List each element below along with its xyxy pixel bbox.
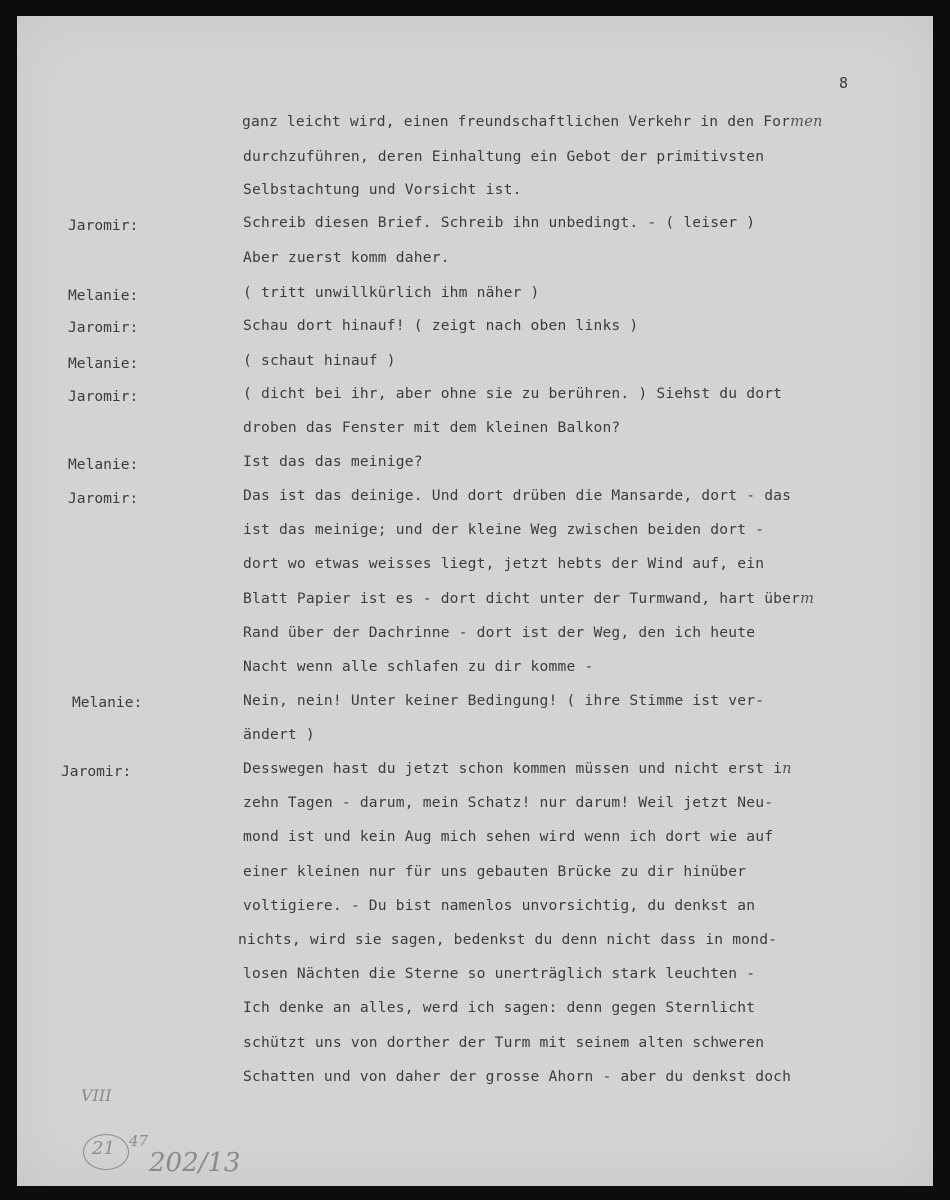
document-page: [17, 16, 933, 1186]
text-line: ( dicht bei ihr, aber ohne sie zu berühren. ) Siehst du dort: [243, 385, 783, 402]
text-line: Selbstachtung und Vorsicht ist.: [243, 181, 522, 198]
page-number: 8: [839, 74, 849, 92]
text-line: einer kleinen nur für uns gebauten Brücke zu dir hinüber: [243, 863, 747, 880]
speaker-label: Jaromir:: [68, 319, 139, 336]
text-line-content: Desswegen hast du jetzt schon kommen müssen und nicht erst i: [243, 760, 783, 777]
speaker-label: Melanie:: [68, 456, 139, 473]
text-line: [243, 760, 792, 777]
speaker-label: Jaromir:: [68, 217, 139, 234]
text-line: ist das meinige; und der kleine Weg zwischen beiden dort -: [243, 521, 765, 538]
archive-note: 202/13: [149, 1148, 241, 1178]
text-line: Rand über der Dachrinne - dort ist der Weg, den ich heute: [243, 624, 756, 641]
text-line: losen Nächten die Sterne so unerträglich stark leuchten -: [243, 965, 756, 982]
text-line: [242, 113, 823, 130]
speaker-label: Melanie:: [72, 694, 143, 711]
speaker-label: Jaromir:: [61, 763, 132, 780]
handwritten-addition: n: [782, 760, 792, 777]
text-line: droben das Fenster mit dem kleinen Balkon?: [243, 419, 621, 436]
text-line: Aber zuerst komm daher.: [243, 249, 450, 266]
text-line-content: ganz leicht wird, einen freundschaftlichen Verkehr in den For: [242, 113, 791, 130]
text-line: Schatten und von daher der grosse Ahorn - aber du denkst doch: [243, 1068, 792, 1085]
text-line: Das ist das deinige. Und dort drüben die Mansarde, dort - das: [243, 487, 792, 504]
text-line: zehn Tagen - darum, mein Schatz! nur darum! Weil jetzt Neu-: [243, 794, 774, 811]
text-line: nichts, wird sie sagen, bedenkst du denn nicht dass in mond-: [238, 931, 778, 948]
handwritten-addition: m: [800, 590, 815, 607]
archive-note: VIII: [81, 1086, 112, 1105]
speaker-label: Melanie:: [68, 287, 139, 304]
text-line: Nein, nein! Unter keiner Bedingung! ( ihre Stimme ist ver-: [243, 692, 765, 709]
text-line: ( tritt unwillkürlich ihm näher ): [243, 284, 540, 301]
text-line: dort wo etwas weisses liegt, jetzt hebts der Wind auf, ein: [243, 555, 765, 572]
text-line: voltigiere. - Du bist namenlos unvorsichtig, du denkst an: [243, 897, 756, 914]
text-line: Nacht wenn alle schlafen zu dir komme -: [243, 658, 594, 675]
archive-note: 21: [92, 1138, 115, 1159]
text-line: Schreib diesen Brief. Schreib ihn unbedingt. - ( leiser ): [243, 214, 756, 231]
text-line: mond ist und kein Aug mich sehen wird wenn ich dort wie auf: [243, 828, 774, 845]
text-line: durchzuführen, deren Einhaltung ein Gebot der primitivsten: [243, 148, 765, 165]
speaker-label: Melanie:: [68, 355, 139, 372]
archive-note: 47: [129, 1132, 149, 1150]
text-line: Ich denke an alles, werd ich sagen: denn gegen Sternlicht: [243, 999, 756, 1016]
speaker-label: Jaromir:: [68, 490, 139, 507]
text-line-content: Blatt Papier ist es - dort dicht unter der Turmwand, hart über: [243, 590, 801, 607]
text-line: Ist das das meinige?: [243, 453, 423, 470]
text-line: [243, 590, 814, 607]
text-line: schützt uns von dorther der Turm mit seinem alten schweren: [243, 1034, 765, 1051]
text-line: ändert ): [243, 726, 315, 743]
speaker-label: Jaromir:: [68, 388, 139, 405]
text-line: Schau dort hinauf! ( zeigt nach oben links ): [243, 317, 639, 334]
text-line: ( schaut hinauf ): [243, 352, 396, 369]
handwritten-addition: men: [790, 113, 823, 130]
